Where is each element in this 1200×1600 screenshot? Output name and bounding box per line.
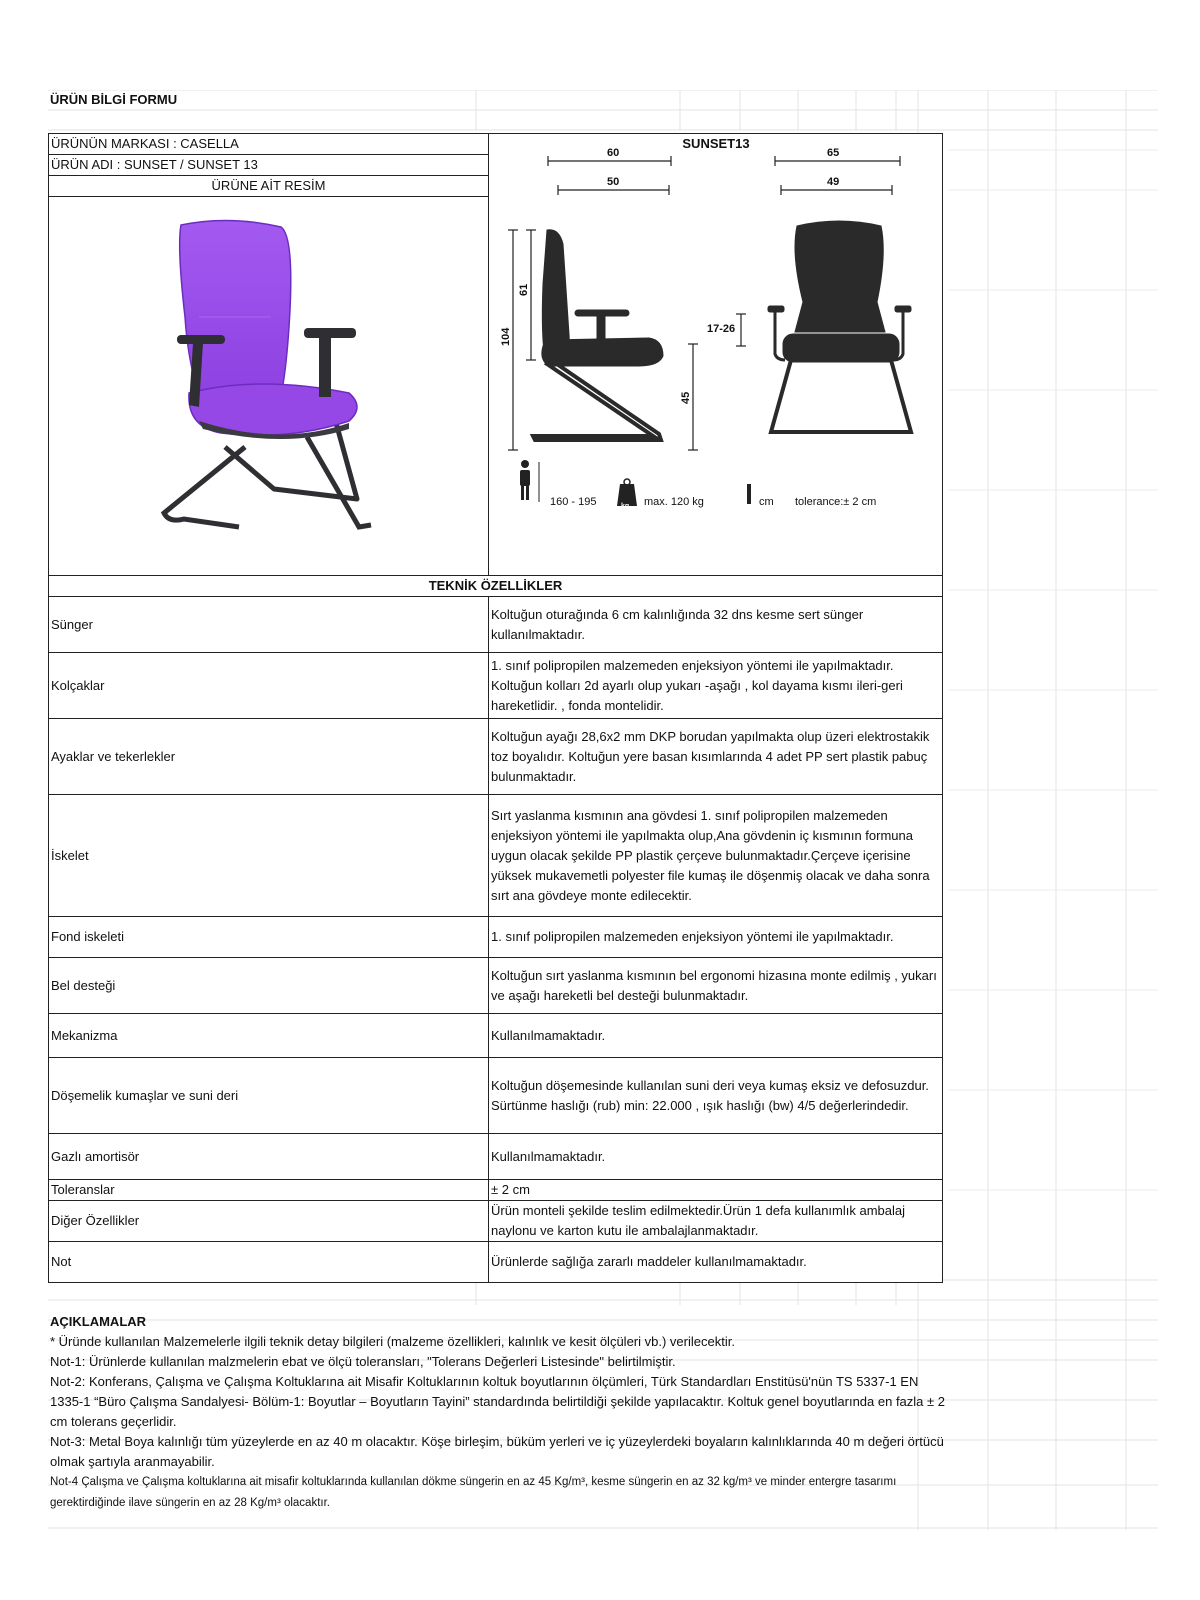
spec-label: Döşemelik kumaşlar ve suni deri xyxy=(49,1058,489,1134)
note-item: Not-3: Metal Boya kalınlığı tüm yüzeylerde en az 40 m olacaktır. Köşe birleşim, büküm yerleri ve iç yüzeylerdeki boyaların kalınlıklarında 40 m değeri örtücü olmak şartıyla aranmayabilir. xyxy=(50,1434,944,1469)
spec-value: Koltuğun döşemesinde kullanılan suni deri veya kumaş eksiz ve defosuzdur. Sürtünme haslığı (rub) min: 22.000 , ışık haslığı (bw) 4/5 değerlerindedir. xyxy=(489,1058,943,1134)
drawing-cell xyxy=(489,134,943,576)
product-info-table xyxy=(48,133,943,1283)
spec-value: Ürün monteli şekilde teslim edilmektedir.Ürün 1 defa kullanımlık ambalaj naylonu ve karton kutu ile ambalajlanmaktadır. xyxy=(489,1201,943,1242)
spec-label: Not xyxy=(49,1242,489,1283)
spec-label: Sünger xyxy=(49,597,489,653)
dim-seat-height: 45 xyxy=(680,391,692,404)
image-caption: ÜRÜNE AİT RESİM xyxy=(49,176,489,197)
spec-label: Mekanizma xyxy=(49,1014,489,1058)
spec-label: İskelet xyxy=(49,795,489,917)
tolerance-label: tolerance:± 2 cm xyxy=(795,496,877,508)
dim-front-top: 65 xyxy=(827,147,840,159)
spec-label: Ayaklar ve tekerlekler xyxy=(49,719,489,795)
notes-section xyxy=(50,1312,950,1514)
note-item: Not-1: Ürünlerde kullanılan malzmelerin ebat ve ölçü toleransları, "Tolerans Değerleri Listesinde" belirtilmiştir. xyxy=(50,1354,676,1369)
spec-value: Sırt yaslanma kısmının ana gövdesi 1. sınıf polipropilen malzemeden enjeksiyon yöntemi ile yapılmakta olup,Ana gövdenin iç kısmının formuna uygun olacak şekilde PP plastik çerçeve bulunmaktadır.Çerçeve içerisine yüksek mukavemetli polyester file kumaş ile döşenmiş olacak ve daha sonra sırt ana gövdeye monte edilecektir. xyxy=(489,795,943,917)
ruler-icon xyxy=(747,484,751,504)
dim-front-inner: 49 xyxy=(827,176,840,188)
dim-side-top: 60 xyxy=(607,147,620,159)
dim-side-inner: 50 xyxy=(607,176,620,188)
product-photo-cell xyxy=(49,197,489,576)
side-view-chair xyxy=(533,230,663,440)
spec-value: 1. sınıf polipropilen malzemeden enjeksiyon yöntemi ile yapılmaktadır. xyxy=(489,917,943,958)
chair-photo xyxy=(49,197,489,569)
spec-label: Toleranslar xyxy=(49,1180,489,1201)
person-icon xyxy=(520,460,539,502)
form-title: ÜRÜN BİLGİ FORMU xyxy=(50,92,178,107)
note-item: Not-4 Çalışma ve Çalışma koltuklarına ait misafir koltuklarında kullanılan dökme süngerin en az 45 Kg/m³, kesme süngerin en az 32 kg/m³ ve minder entergre tasarımı gerektirdiğinde ilave süngerin en az 28 Kg/m³ olacaktır. xyxy=(50,1476,897,1509)
spec-value: Koltuğun oturağında 6 cm kalınlığında 32 dns kesme sert sünger kullanılmaktadır. xyxy=(489,597,943,653)
note-item: * Üründe kullanılan Malzemelerle ilgili teknik detay bilgileri (malzeme özellikleri, kalınlık ve kesit ölçüleri vb.) verilecektir. xyxy=(50,1334,735,1349)
spec-label: Fond iskeleti xyxy=(49,917,489,958)
spec-value: 1. sınıf polipropilen malzemeden enjeksiyon yöntemi ile yapılmaktadır. Koltuğun kolları 2d ayarlı olup yukarı -aşağı , kol dayama kısmı ileri-geri hareketlidir. , fonda montelidir. xyxy=(489,653,943,719)
spec-value: Kullanılmamaktadır. xyxy=(489,1014,943,1058)
unit-label: cm xyxy=(759,496,774,508)
max-weight: max. 120 kg xyxy=(644,496,704,508)
front-view-chair xyxy=(768,221,911,432)
spec-value: Koltuğun sırt yaslanma kısmının bel ergonomi hizasına monte edilmiş , yukarı ve aşağı hareketli bel desteği bulunmaktadır. xyxy=(489,958,943,1014)
model-code: SUNSET13 xyxy=(682,136,750,151)
dim-arm-range: 17-26 xyxy=(707,323,736,335)
spec-label: Kolçaklar xyxy=(49,653,489,719)
spec-value: ± 2 cm xyxy=(489,1180,943,1201)
dim-back-height: 61 xyxy=(518,283,530,296)
spec-value: Ürünlerde sağlığa zararlı maddeler kullanılmamaktadır. xyxy=(489,1242,943,1283)
notes-title: AÇIKLAMALAR xyxy=(50,1314,147,1329)
section-title: TEKNİK ÖZELLİKLER xyxy=(49,576,943,597)
user-height-range: 160 - 195 xyxy=(550,496,597,508)
dim-total-height: 104 xyxy=(500,327,512,346)
spec-label: Gazlı amortisör xyxy=(49,1134,489,1180)
spec-value: Koltuğun ayağı 28,6x2 mm DKP borudan yapılmakta olup üzeri elektrostakik toz boyalıdır. Koltuğun yere basan kısımlarında 4 adet PP sert plastik pabuç bulunmaktadır. xyxy=(489,719,943,795)
spec-value: Kullanılmamaktadır. xyxy=(489,1134,943,1180)
weight-unit-label: kg xyxy=(621,503,630,510)
product-name-cell: ÜRÜN ADI : SUNSET / SUNSET 13 xyxy=(49,155,489,176)
note-item: Not-2: Konferans, Çalışma ve Çalışma Koltuklarına ait Misafir Koltuklarının koltuk boyutlarının ölçümleri, Türk Standardları Enstitüsü'nün TS 5337-1 EN 1335-1 “Büro Çalışma Sandalyesi- Bölüm-1: Boyutlar – Boyutların Tayini” standardında belirtildiği şekilde yapılacaktır. Koltuk genel boyutlarında en fazla ± 2 cm tolerans geçerlidir. xyxy=(50,1374,945,1429)
spec-label: Diğer Özellikler xyxy=(49,1201,489,1242)
brand-cell: ÜRÜNÜN MARKASI : CASELLA xyxy=(49,134,489,155)
spec-label: Bel desteği xyxy=(49,958,489,1014)
